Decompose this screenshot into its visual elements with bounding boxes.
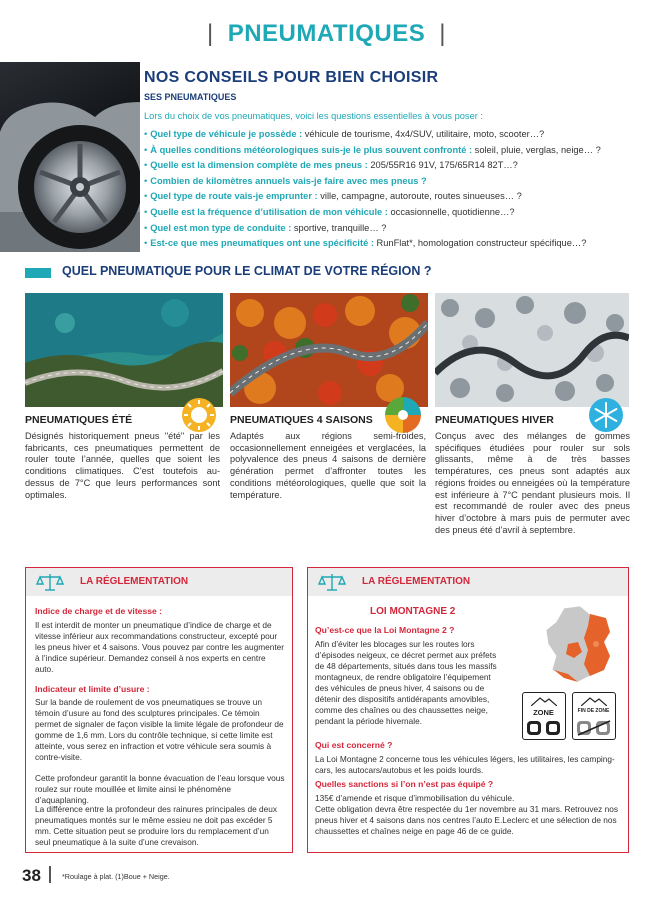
list-item: • Quel est mon type de conduite : sportive, tranquille… ? (144, 222, 387, 233)
section-title: Qu’est-ce que la Loi Montagne 2 ? (315, 625, 455, 635)
section-text: La différence entre la profondeur des rainures principales de deux pneumatiques montés sur le même essieu ne doit pas excéder 5 mm. Cette situation peut se produire lors du remplacement d’un seul pneumatique à la suite d’une crevaison. (35, 804, 277, 847)
summer-title: PNEUMATIQUES ÉTÉ (25, 414, 133, 426)
mountain-icon (581, 696, 607, 706)
france-map (544, 604, 618, 684)
reglementation-box-left (25, 567, 293, 853)
wheel-photo (0, 62, 140, 252)
section-text: Sur la bande de roulement de vos pneumatiques se trouve un témoin d’usure au fond des sculptures principales. Ce témoin permet de signaler de façon visible la limite légale de profondeur de gomme de 1,6 mm. Lors du contrôle technique, si cette limite est atteinte, vous serez en infraction et votre véhicule sera soumis à contre-visite. (35, 697, 284, 762)
end-zone-sign (572, 692, 616, 740)
snowflake-icon (588, 397, 624, 433)
list-item: • Combien de kilomètres annuels vais-je faire avec mes pneus ? (144, 175, 427, 186)
summer-photo (25, 293, 223, 407)
box-label: LA RÉGLEMENTATION (362, 576, 471, 587)
loi-title: LOI MONTAGNE 2 (370, 606, 456, 617)
section-text: La Loi Montagne 2 concerne tous les véhicules légers, les utilitaires, les camping-cars, les autocars/autobus et les poids lourds. (315, 754, 615, 775)
section-text: 135€ d’amende et risque d’immobilisation du véhicule. (315, 793, 515, 803)
mountain-icon (531, 696, 557, 706)
sun-icon (181, 397, 217, 433)
four-seasons-icon (385, 397, 421, 433)
reglementation-box-right (307, 567, 629, 853)
page-title: PNEUMATIQUES (227, 20, 426, 47)
list-item: • Quelle est la fréquence d’utilisation de mon véhicule : occasionnelle, quotidienne…? (144, 206, 515, 217)
four-seasons-text: Adaptés aux régions semi-froides, occasionnellement enneigées et verglacées, la polyvalence des pneus 4 saisons de dernière génération permet d’affronter toutes les conditions météorologiques, quelle que soit la température. (230, 431, 426, 500)
section-title: Qui est concerné ? (315, 740, 393, 750)
list-item: • Quelle est la dimension complète de mes pneus : 205/55R16 91V, 175/65R14 82T…? (144, 160, 518, 171)
list-item: • Quel type de véhicule je possède : véhicule de tourisme, 4x4/SUV, utilitaire, moto, scooter…? (144, 129, 545, 139)
four-seasons-title: PNEUMATIQUES 4 SAISONS (230, 414, 373, 426)
questions-list (144, 127, 649, 252)
box-label: LA RÉGLEMENTATION (80, 576, 189, 587)
conseils-title: NOS CONSEILS POUR BIEN CHOISIR (144, 69, 439, 86)
list-item: • Quel type de route vais-je emprunter : ville, campagne, autoroute, routes sinueuses… ? (144, 191, 522, 202)
conseils-subtitle: SES PNEUMATIQUES (144, 92, 237, 102)
section-title: Indicateur et limite d’usure : (35, 684, 150, 694)
list-item: • À quelles conditions météorologiques suis-je le plus souvent confronté : soleil, pluie, verglas, neige… ? (144, 144, 601, 155)
scales-icon (36, 572, 64, 592)
box-header (26, 568, 292, 596)
autumn-photo (230, 293, 428, 407)
zone-sign (522, 692, 566, 740)
tire-chain-icon (576, 720, 612, 736)
section-marker (25, 268, 51, 278)
section-title: Quelles sanctions si l’on n’est pas équipé ? (315, 779, 494, 789)
footer-divider (49, 866, 51, 883)
header-divider-left: | (206, 20, 214, 47)
header-divider-right: | (439, 20, 447, 47)
scales-icon (318, 572, 346, 592)
section-text: Cette profondeur garantit la bonne évacuation de l’eau lorsque vous roulez sur route mouillée et limite ainsi le phénomène d’aquaplaning. (35, 773, 285, 805)
page-number: 38 (22, 866, 41, 885)
zone-sign-label: ZONE (533, 708, 554, 717)
section-text: Il est interdit de monter un pneumatique d’indice de charge et de vitesse inférieur aux recommandations constructeur, excepté pour les pneus hiver et 4 saisons. Vous pouvez par contre les augmenter à l’indice supérieur. Demandez conseil à nos experts en centre auto. (35, 620, 285, 674)
section-text: Cette obligation devra être respectée du 1er novembre au 31 mars. Retrouvez nos pneus hiver et 4 saisons dans nos centres l’auto E.Leclerc et une sélection de nos chaussettes et chaînes neige en page 46 de ce guide. (315, 804, 619, 836)
page-header (0, 20, 653, 48)
tire-chain-icon (526, 720, 562, 736)
footnote: *Roulage à plat. (1)Boue + Neige. (62, 872, 170, 881)
winter-text: Conçus avec des mélanges de gommes spécifiques étudiées pour rouler sur sols glissants, même à de très basses températures, ces pneus sont adaptés aux régions froides ou enneigées où la température est inférieure à 7°C pendant plusieurs mois. Il est recommandé de rouler avec des pneus hiver d’octobre à mars puis de permuter avec des pneus été d’avril à septembre. (435, 431, 630, 535)
box-header (308, 568, 628, 596)
winter-title: PNEUMATIQUES HIVER (435, 414, 554, 426)
summer-text: Désignés historiquement pneus "été" par les fabricants, ces pneumatiques permettent de rouler toute l’année, quelles que soient les conditions climatiques. C’est toutefois au-dessus de 7°C que leurs performances sont optimales. (25, 431, 220, 500)
conseils-intro: Lors du choix de vos pneumatiques, voici les questions essentielles à vous poser : (144, 111, 484, 121)
climat-title: QUEL PNEUMATIQUE POUR LE CLIMAT DE VOTRE RÉGION ? (62, 264, 432, 278)
section-title: Indice de charge et de vitesse : (35, 606, 163, 616)
winter-photo (435, 293, 629, 407)
list-item: • Est-ce que mes pneumatiques ont une spécificité : RunFlat*, homologation constructeur spécifique…? (144, 238, 587, 249)
section-text: Afin d’éviter les blocages sur les routes lors d’épisodes neigeux, ce décret permet aux préfets de 48 départements, situés dans tous les massifs montagneux, de rendre obligatoire l’équipement des véhicules de pneus hiver, 4 saisons ou de détenir des dispositifs antidérapants amovibles, comme des chaînes ou des chaussettes neige, pendant la période hivernale. (315, 639, 497, 726)
end-zone-sign-label: FIN DE ZONE (577, 708, 610, 714)
